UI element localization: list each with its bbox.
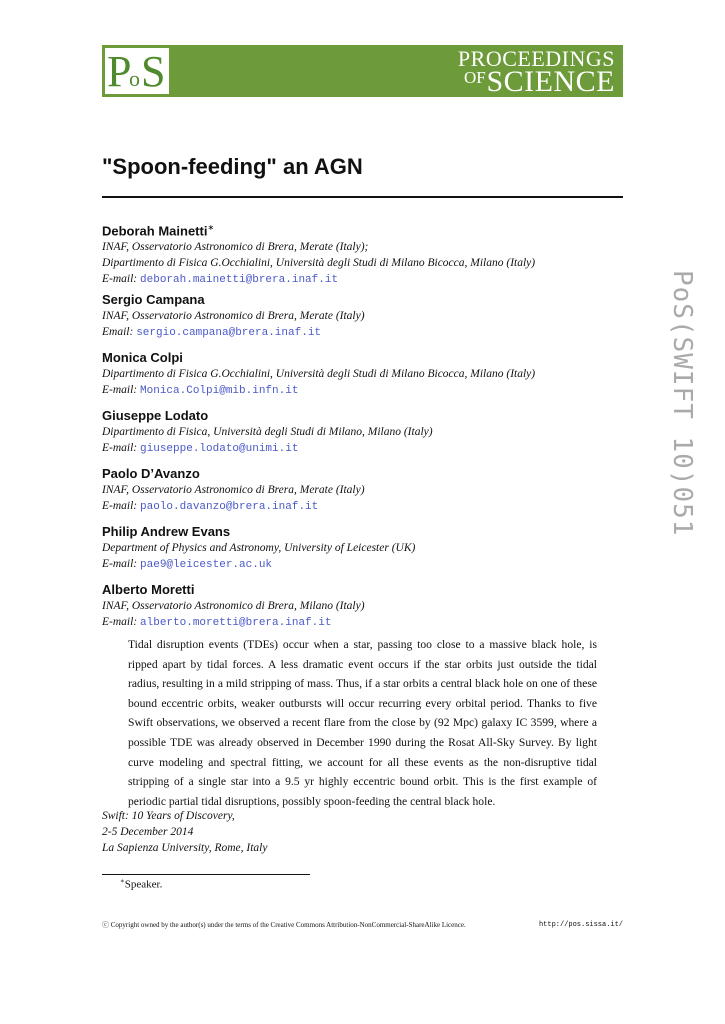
speaker-mark: ∗ xyxy=(207,223,215,232)
title-rule xyxy=(102,196,623,198)
author-block xyxy=(102,524,642,573)
footnote-mark: ∗ xyxy=(120,877,125,885)
affiliation: INAF, Osservatorio Astronomico di Brera, Merate (Italy) xyxy=(102,310,365,322)
author-name: Monica Colpi xyxy=(102,350,183,365)
side-stamp-text: PoS(SWIFT 10)051 xyxy=(667,270,697,537)
affiliation: INAF, Osservatorio Astronomico di Brera, Milano (Italy) xyxy=(102,600,365,612)
author-block xyxy=(102,292,642,341)
email-line: E-mail: paolo.davanzo@brera.inaf.it xyxy=(102,500,319,513)
author-name: Deborah Mainetti∗ xyxy=(102,223,215,239)
paper-title: "Spoon-feeding" an AGN xyxy=(102,154,363,179)
pos-url-link[interactable]: http://pos.sissa.it/ xyxy=(538,921,623,929)
pos-logo-letter-p: P xyxy=(107,47,132,96)
footnote-text: Speaker. xyxy=(124,878,163,891)
conference-info xyxy=(102,808,267,856)
affiliation: Dipartimento di Fisica, Università degli Studi di Milano, Milano (Italy) xyxy=(102,426,433,438)
footnote-rule xyxy=(102,874,310,875)
conference-venue: La Sapienza University, Rome, Italy xyxy=(102,842,268,854)
banner-proceedings: PROCEEDINGS xyxy=(457,46,615,71)
affiliation: INAF, Osservatorio Astronomico di Brera, Merate (Italy) xyxy=(102,484,365,496)
banner-science: SCIENCE xyxy=(486,65,615,98)
abstract: Tidal disruption events (TDEs) occur when a star, passing too close to a massive black hole, is ripped apart by tidal forces. A less dramatic event occurs if the star orbits just outside the tidal radius, resulting in a mild stripping of mass. Thus, if a star orbits a central black hole on one of these bound eccentric orbits, weaker outbursts will occur recurring every orbital period. Thanks to five Swift observations, we observed a recent flare from the close by (92 Mpc) galaxy IC 3599, where a possible TDE was already observed in December 1990 during the Rosat All-Sky Survey. By light curve modeling and spectral fitting, we account for all these events as the non-disruptive tidal stripping of a single star into a 9.5 yr highly eccentric bound orbit. This is the first example of periodic partial tidal disruptions, possibly spoon-feeding the central black hole. xyxy=(128,638,597,808)
author-block xyxy=(102,220,642,288)
copyright-notice: ⓒ Copyright owned by the author(s) under the terms of the Creative Commons Attribution-NonCommercial-ShareAlike Licence. xyxy=(102,921,466,929)
conference-name: Swift: 10 Years of Discovery, xyxy=(102,810,235,822)
author-name: Paolo D’Avanzo xyxy=(102,466,200,481)
author-block xyxy=(102,582,642,631)
author-name: Philip Andrew Evans xyxy=(102,524,231,539)
email-link[interactable]: Monica.Colpi@mib.infn.it xyxy=(140,385,299,397)
email-link[interactable]: giuseppe.lodato@unimi.it xyxy=(140,443,299,455)
email-link[interactable]: alberto.moretti@brera.inaf.it xyxy=(140,617,332,629)
pos-logo xyxy=(102,45,172,97)
email-link[interactable]: pae9@leicester.ac.uk xyxy=(140,559,273,571)
author-block xyxy=(102,466,642,515)
author-name: Sergio Campana xyxy=(102,292,205,307)
pos-logo-mark xyxy=(105,48,169,94)
email-link[interactable]: sergio.campana@brera.inaf.it xyxy=(136,327,322,339)
affiliation: Dipartimento di Fisica G.Occhialini, Università degli Studi di Milano Bicocca, Milano (Italy) xyxy=(102,368,536,380)
author-block xyxy=(102,350,642,399)
proceedings-banner xyxy=(172,45,623,97)
email-line: E-mail: Monica.Colpi@mib.infn.it xyxy=(102,384,299,397)
email-link[interactable]: deborah.mainetti@brera.inaf.it xyxy=(140,274,339,287)
banner-of: OF xyxy=(464,68,486,87)
email-line: E-mail: deborah.mainetti@brera.inaf.it xyxy=(102,273,339,287)
email-line: E-mail: pae9@leicester.ac.uk xyxy=(102,558,273,571)
footnote xyxy=(120,877,162,891)
email-line: E-mail: alberto.moretti@brera.inaf.it xyxy=(102,616,332,629)
affiliation: Dipartimento di Fisica G.Occhialini, Università degli Studi di Milano Bicocca, Milano (Italy) xyxy=(102,257,536,270)
pos-logo-letter-o: o xyxy=(129,66,140,91)
email-line: Email: sergio.campana@brera.inaf.it xyxy=(102,326,322,339)
affiliation: INAF, Osservatorio Astronomico di Brera, Merate (Italy); xyxy=(102,241,369,254)
author-name: Giuseppe Lodato xyxy=(102,408,209,423)
author-name: Alberto Moretti xyxy=(102,582,195,597)
conference-dates: 2-5 December 2014 xyxy=(102,826,194,838)
affiliation: Department of Physics and Astronomy, University of Leicester (UK) xyxy=(102,542,416,554)
email-link[interactable]: paolo.davanzo@brera.inaf.it xyxy=(140,501,319,513)
email-line: E-mail: giuseppe.lodato@unimi.it xyxy=(102,442,299,455)
pos-logo-letter-s: S xyxy=(141,47,166,96)
author-block xyxy=(102,408,642,457)
side-stamp xyxy=(667,270,697,620)
